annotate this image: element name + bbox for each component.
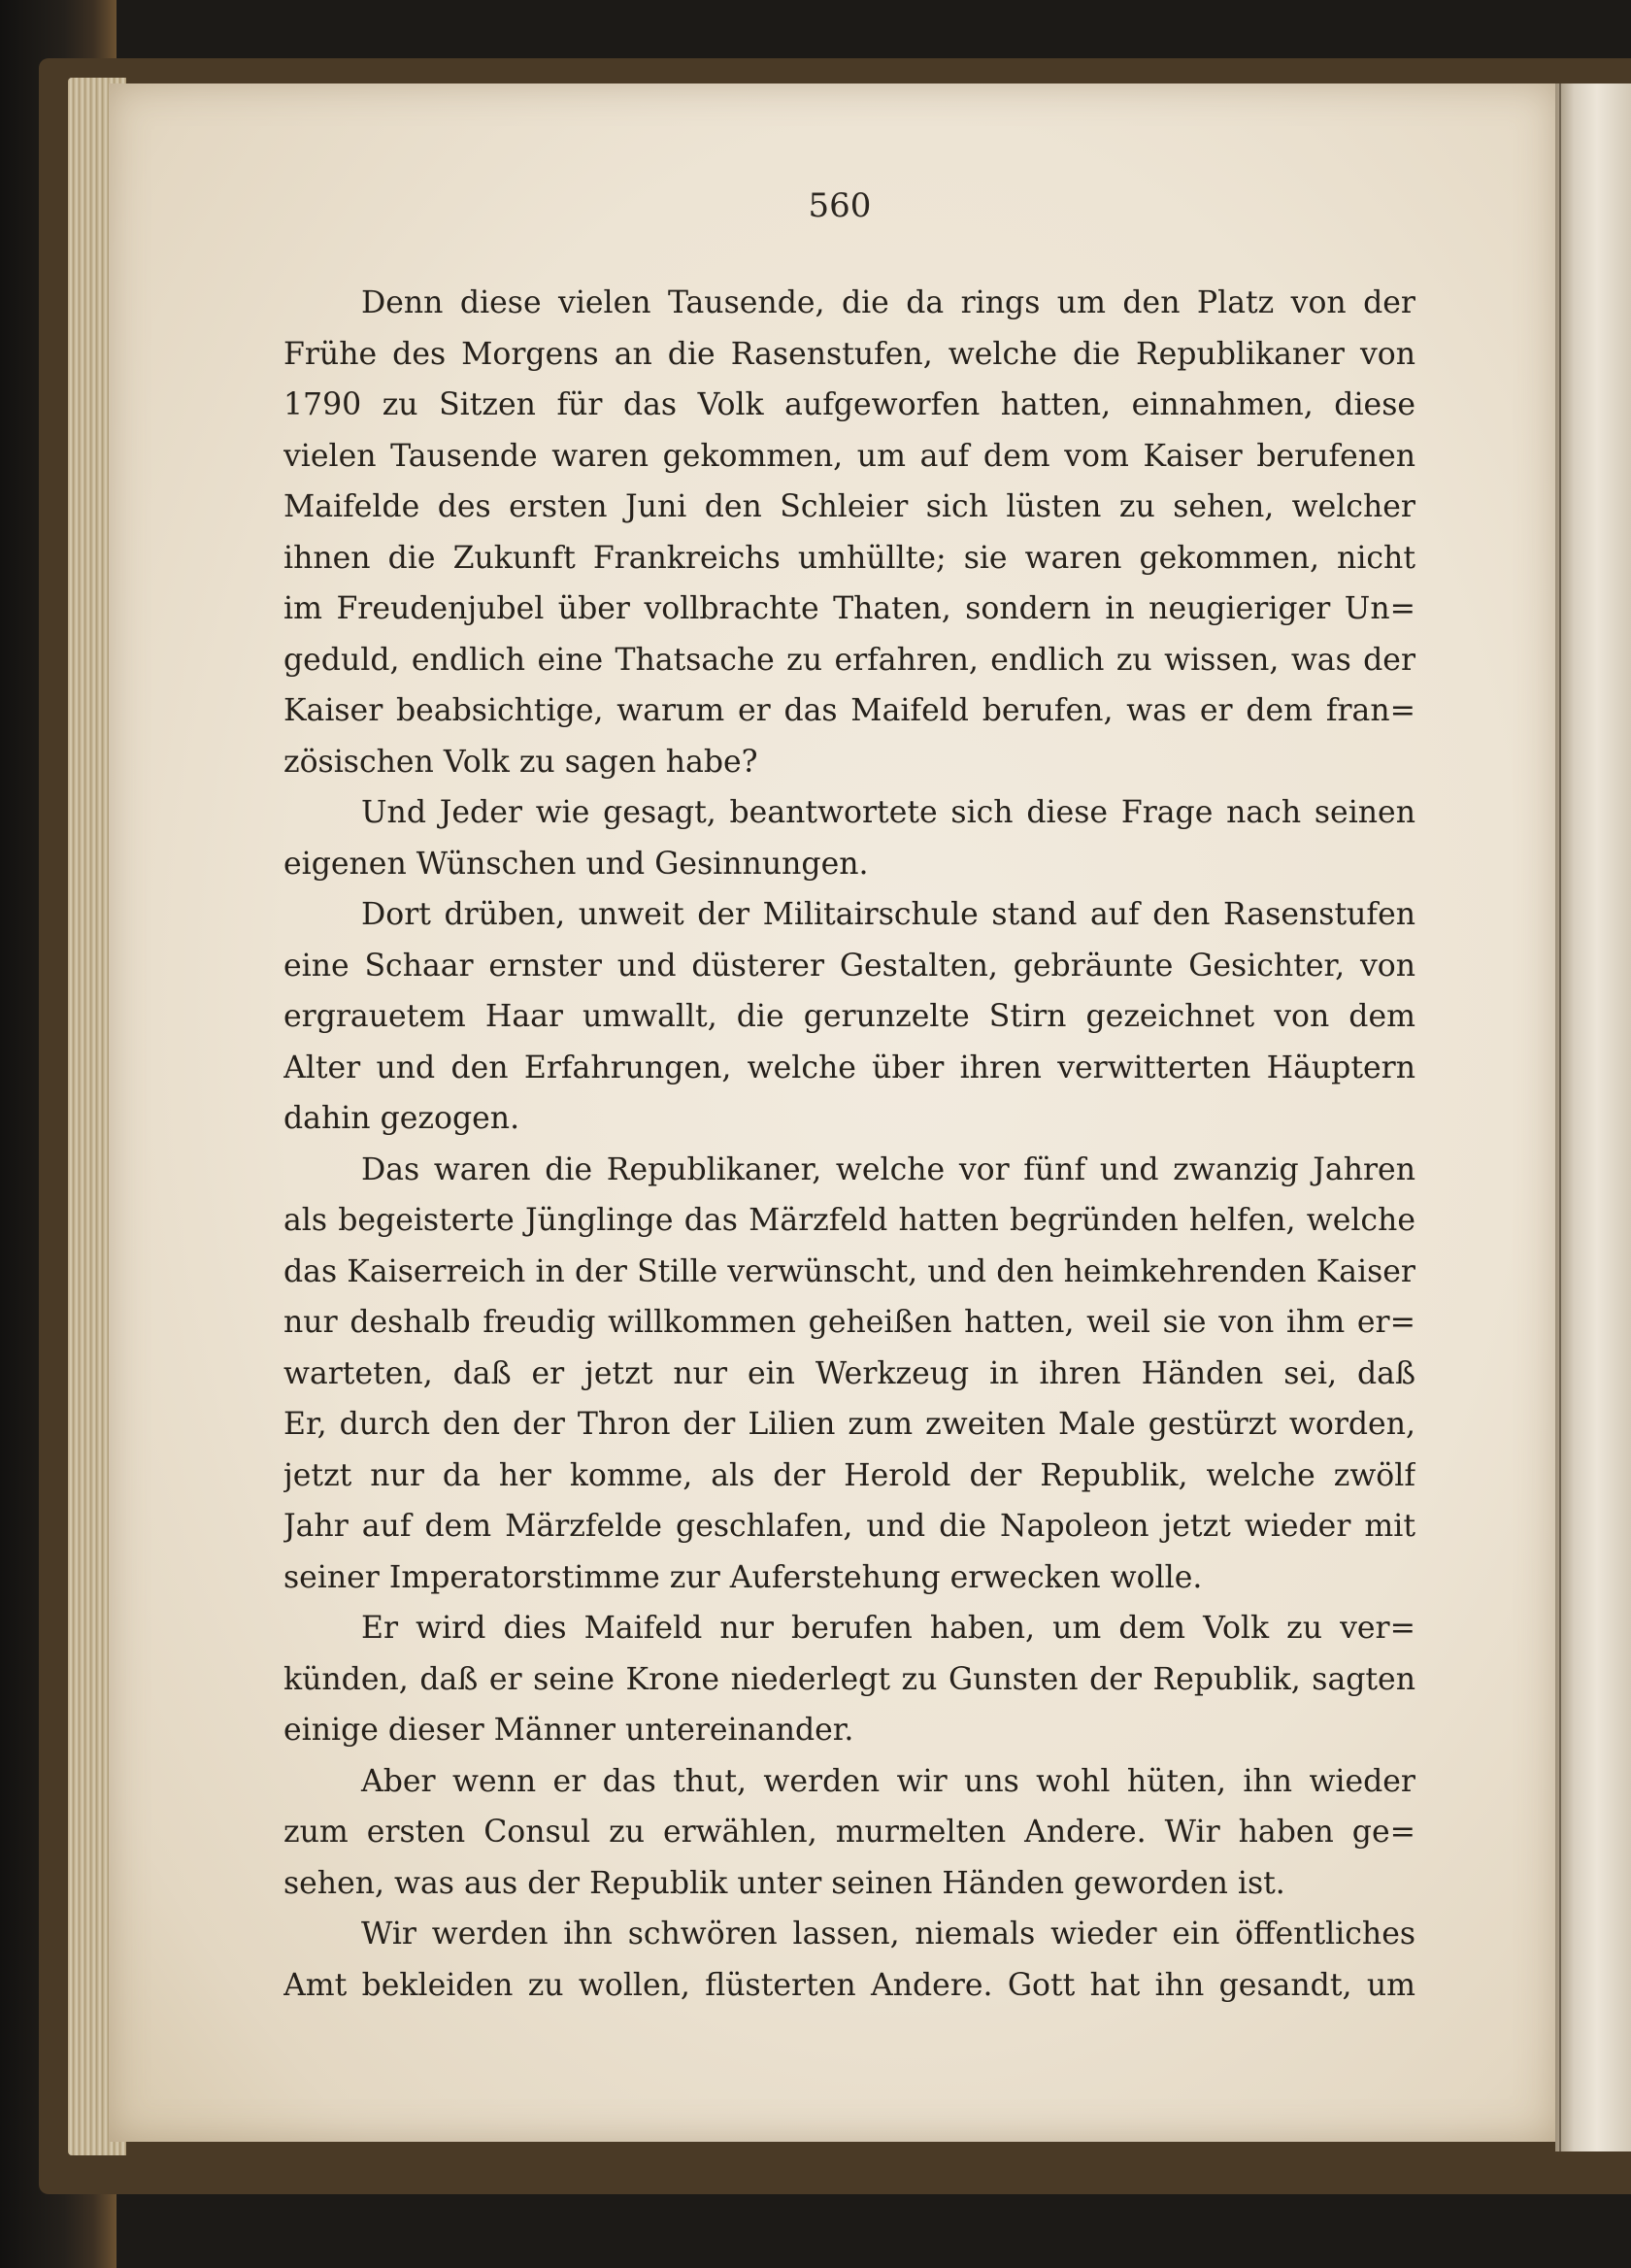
text-line: dahin gezogen. bbox=[283, 1101, 520, 1136]
page-number: 560 bbox=[808, 186, 872, 225]
text-line: Wir werden ihn schwören lassen, niemals wieder ein öffentliches bbox=[361, 1917, 1415, 1951]
text-line: ihnen die Zukunft Frankreichs umhüllte; sie waren gekommen, nicht bbox=[283, 540, 1415, 576]
text-line: einige dieser Männer untereinander. bbox=[283, 1713, 854, 1748]
text-line: Jahr auf dem Märzfelde geschlafen, und die Napoleon jetzt wieder mit bbox=[283, 1509, 1415, 1544]
text-line: Dort drüben, unweit der Militairschule stand auf den Rasenstufen bbox=[361, 897, 1415, 932]
body-text bbox=[283, 278, 1415, 2011]
text-line: Er wird dies Maifeld nur berufen haben, um dem Volk zu ver= bbox=[361, 1611, 1415, 1646]
text-line: geduld, endlich eine Thatsache zu erfahren, endlich zu wissen, was der bbox=[283, 642, 1415, 678]
text-line: Frühe des Morgens an die Rasenstufen, welche die Republikaner von bbox=[283, 336, 1415, 372]
text-line: Das waren die Republikaner, welche vor fünf und zwanzig Jahren bbox=[361, 1151, 1415, 1187]
text-line: künden, daß er seine Krone niederlegt zu Gunsten der Republik, sagten bbox=[283, 1661, 1415, 1697]
text-line: jetzt nur da her komme, als der Herold der Republik, welche zwölf bbox=[283, 1457, 1415, 1493]
text-line: eine Schaar ernster und düsterer Gestalten, gebräunte Gesichter, von bbox=[283, 948, 1415, 984]
text-line: im Freudenjubel über vollbrachte Thaten, sondern in neugieriger Un= bbox=[283, 591, 1415, 626]
text-line: Amt bekleiden zu wollen, flüsterten Andere. Gott hat ihn gesandt, um bbox=[283, 1967, 1415, 2003]
text-line: Kaiser beabsichtige, warum er das Maifeld berufen, was er dem fran= bbox=[283, 693, 1415, 728]
text-line: das Kaiserreich in der Stille verwünscht, und den heimkehrenden Kaiser bbox=[283, 1253, 1415, 1289]
text-line: Aber wenn er das thut, werden wir uns wohl hüten, ihn wieder bbox=[361, 1763, 1415, 1799]
text-line: Maifelde des ersten Juni den Schleier sich lüsten zu sehen, welcher bbox=[283, 489, 1415, 524]
text-line: Und Jeder wie gesagt, beantwortete sich diese Frage nach seinen bbox=[361, 795, 1415, 830]
text-line: eigenen Wünschen und Gesinnungen. bbox=[283, 846, 869, 882]
text-line: Alter und den Erfahrungen, welche über ihren verwitterten Häuptern bbox=[283, 1050, 1415, 1085]
text-line: warteten, daß er jetzt nur ein Werkzeug in ihren Händen sei, daß bbox=[283, 1355, 1415, 1391]
text-line: Er, durch den der Thron der Lilien zum zweiten Male gestürzt worden, bbox=[283, 1407, 1415, 1442]
text-line: Denn diese vielen Tausende, die da rings um den Platz von der bbox=[361, 285, 1415, 320]
text-line: sehen, was aus der Republik unter seinen Händen geworden ist. bbox=[283, 1865, 1285, 1901]
text-line: vielen Tausende waren gekommen, um auf dem vom Kaiser berufenen bbox=[283, 438, 1415, 474]
text-line: zösischen Volk zu sagen habe? bbox=[283, 744, 758, 780]
text-line: 1790 zu Sitzen für das Volk aufgeworfen hatten, einnahmen, diese bbox=[283, 387, 1415, 422]
text-line: seiner Imperatorstimme zur Auferstehung erwecken wolle. bbox=[283, 1559, 1203, 1595]
book-gutter bbox=[1555, 83, 1631, 2151]
text-line: nur deshalb freudig willkommen geheißen hatten, weil sie von ihm er= bbox=[283, 1305, 1415, 1340]
text-line: als begeisterte Jünglinge das Märzfeld hatten begründen helfen, welche bbox=[283, 1203, 1415, 1238]
text-line: ergrauetem Haar umwallt, die gerunzelte Stirn gezeichnet von dem bbox=[283, 999, 1415, 1034]
text-line: zum ersten Consul zu erwählen, murmelten Andere. Wir haben ge= bbox=[283, 1815, 1415, 1850]
